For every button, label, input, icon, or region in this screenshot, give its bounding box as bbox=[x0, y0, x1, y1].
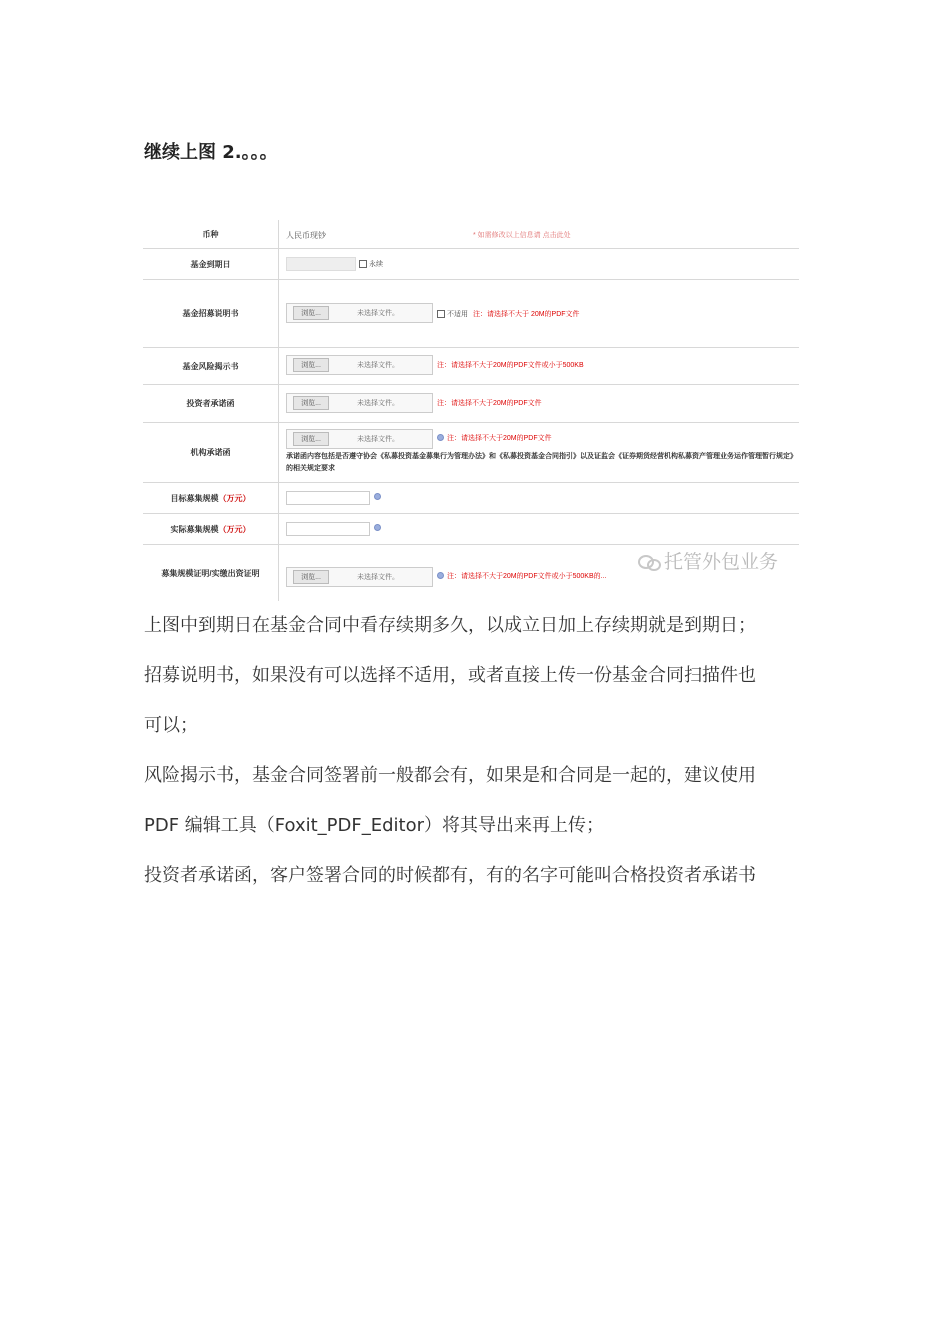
commitment-requirements: 承诺函内容包括是否遵守协会《私募投资基金募集行为管理办法》和《私募投资基金合同指引》以及证监会《证券期货经营机构私募资产管理业务运作管理暂行规定》的相关规定要求 bbox=[286, 453, 794, 472]
form-row-risk-disclosure bbox=[143, 348, 799, 385]
paragraph-line: 投资者承诺函，客户签署合同的时候都有，有的名字可能叫合格投资者承诺书 bbox=[144, 865, 756, 886]
no-file-text: 未选择文件。 bbox=[357, 310, 399, 317]
file-note: 注：请选择不大于20M的PDF文件或小于500KB的... bbox=[447, 573, 607, 580]
info-icon[interactable] bbox=[374, 493, 381, 500]
target-size-input[interactable] bbox=[286, 491, 370, 505]
watermark: 托管外包业务 bbox=[638, 547, 778, 574]
form-row-currency bbox=[143, 220, 799, 249]
form-label: 目标募集规模 （万元） bbox=[143, 483, 279, 513]
form-label: 基金到期日 bbox=[143, 249, 279, 279]
file-upload[interactable] bbox=[286, 355, 433, 375]
form-row-target-size bbox=[143, 483, 799, 514]
form-label: 基金风险揭示书 bbox=[143, 348, 279, 384]
form-row-prospectus bbox=[143, 280, 799, 348]
form-label: 基金招募说明书 bbox=[143, 280, 279, 347]
browse-button[interactable]: 浏览... bbox=[293, 306, 329, 320]
file-upload[interactable] bbox=[286, 393, 433, 413]
unit-label: （万元） bbox=[218, 493, 251, 503]
no-file-text: 未选择文件。 bbox=[357, 362, 399, 369]
browse-button[interactable]: 浏览... bbox=[293, 358, 329, 372]
form-label: 币种 bbox=[143, 220, 279, 248]
no-file-text: 未选择文件。 bbox=[357, 400, 399, 407]
browse-button[interactable]: 浏览... bbox=[293, 396, 329, 410]
file-upload[interactable] bbox=[286, 303, 433, 323]
currency-value: 人民币现钞 bbox=[286, 231, 326, 240]
paragraph-line: 风险揭示书，基金合同签署前一般都会有，如果是和合同是一起的，建议使用 bbox=[144, 765, 756, 786]
perpetual-checkbox[interactable] bbox=[359, 260, 367, 268]
edit-info-note[interactable]: * 如需修改以上信息请 点击此处 bbox=[473, 232, 571, 239]
form-label: 机构承诺函 bbox=[143, 423, 279, 482]
form-row-investor-commitment bbox=[143, 385, 799, 423]
paragraph-line: 可以； bbox=[144, 715, 198, 736]
perpetual-label: 永续 bbox=[369, 261, 383, 268]
form-row-maturity-date bbox=[143, 249, 799, 280]
browse-button[interactable]: 浏览... bbox=[293, 570, 329, 584]
file-note: 注：请选择不大于 20M的PDF文件 bbox=[473, 311, 580, 318]
paragraph-line: PDF 编辑工具（Foxit_PDF_Editor）将其导出来再上传； bbox=[144, 815, 605, 836]
browse-button[interactable]: 浏览... bbox=[293, 432, 329, 446]
not-applicable-checkbox[interactable] bbox=[437, 310, 445, 318]
actual-size-input[interactable] bbox=[286, 522, 370, 536]
paragraph-line: 上图中到期日在基金合同中看存续期多久，以成立日加上存续期就是到期日； bbox=[144, 615, 756, 636]
form-row-actual-size bbox=[143, 514, 799, 545]
fund-upload-form-screenshot bbox=[143, 220, 799, 601]
info-icon[interactable] bbox=[437, 572, 444, 579]
file-note: 注：请选择不大于20M的PDF文件 bbox=[447, 435, 552, 442]
form-label: 募集规模证明/实缴出资证明 bbox=[143, 545, 279, 601]
info-icon[interactable] bbox=[437, 434, 444, 441]
wechat-icon bbox=[638, 553, 660, 569]
form-label: 投资者承诺函 bbox=[143, 385, 279, 422]
file-note: 注：请选择不大于20M的PDF文件 bbox=[437, 400, 542, 407]
maturity-date-input[interactable] bbox=[286, 257, 356, 271]
form-row-institution-commitment bbox=[143, 423, 799, 483]
file-upload[interactable] bbox=[286, 567, 433, 587]
info-icon[interactable] bbox=[374, 524, 381, 531]
no-file-text: 未选择文件。 bbox=[357, 574, 399, 581]
no-file-text: 未选择文件。 bbox=[357, 436, 399, 443]
file-note: 注：请选择不大于20M的PDF文件或小于500KB bbox=[437, 362, 584, 369]
not-applicable-label: 不适用 bbox=[447, 311, 468, 318]
file-upload[interactable] bbox=[286, 429, 433, 449]
paragraph-line: 招募说明书，如果没有可以选择不适用，或者直接上传一份基金合同扫描件也 bbox=[144, 665, 756, 686]
unit-label: （万元） bbox=[218, 524, 251, 534]
form-label: 实际募集规模 （万元） bbox=[143, 514, 279, 544]
page-heading: 继续上图 2.。。。 bbox=[144, 142, 278, 163]
